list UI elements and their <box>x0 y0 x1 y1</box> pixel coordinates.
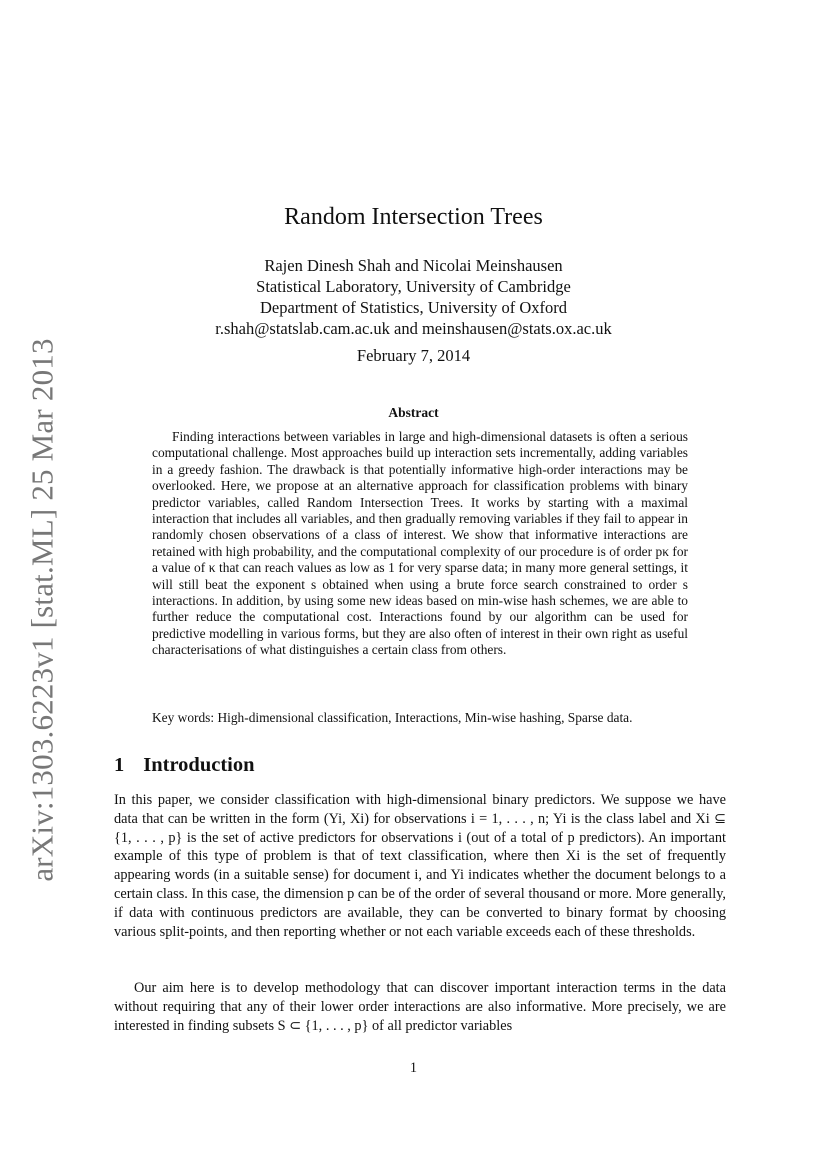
author-emails: r.shah@statslab.cam.ac.uk and meinshausen@stats.ox.ac.uk <box>215 319 612 338</box>
affiliation-cambridge: Statistical Laboratory, University of Cambridge <box>256 277 571 296</box>
arxiv-identifier: arXiv:1303.6223v1 [stat.ML] 25 Mar 2013 <box>25 338 60 882</box>
authors: Rajen Dinesh Shah and Nicolai Meinshausen <box>264 256 563 275</box>
paper-date: February 7, 2014 <box>356 346 471 365</box>
affiliation-oxford: Department of Statistics, University of Oxford <box>259 298 568 317</box>
abstract-text: Finding interactions between variables in large and high-dimensional datasets is often a serious computational challenge. Most approaches build up interaction sets incrementally, adding variables in a greedy fashion. The drawback is that potentially informative high-order interactions may be overlooked. Here, we propose at an alternative approach for classification problems with binary predictor variables, called Random Intersection Trees. It works by starting with a maximal interaction that includes all variables, and then gradually removing variables if they fail to appear in randomly chosen observations of a class of interest. We show that informative interactions are retained with high probability, and the computational complexity of our procedure is of order pκ for a value of κ that can reach values as low as 1 for very sparse data; in many more general settings, it will still beat the exponent s obtained when using a brute force search constrained to order s interactions. In addition, by using some new ideas based on min-wise hash schemes, we are able to further reduce the computational cost. Interactions found by our algorithm can be used for predictive modelling in various forms, but they are also often of interest in their own right as useful characterisations of what distinguishes a certain class from others. <box>152 429 688 658</box>
page-number: 1 <box>409 1060 418 1076</box>
intro-paragraph-2: Our aim here is to develop methodology that can discover important interaction terms in the data without requiring that any of their lower order interactions are also informative. More precisely, we are interested in finding subsets S ⊂ {1, . . . , p} of all predictor variables <box>114 980 726 1034</box>
section-heading <box>114 754 255 777</box>
section-title: Introduction <box>143 754 255 776</box>
section-number: 1 <box>114 754 125 776</box>
arxiv-sidebar-stamp <box>21 338 65 882</box>
paper-title: Random Intersection Trees <box>284 204 543 230</box>
abstract-heading: Abstract <box>388 405 439 420</box>
keywords: Key words: High-dimensional classification, Interactions, Min-wise hashing, Sparse data. <box>152 710 633 725</box>
intro-paragraph-1: In this paper, we consider classification with high-dimensional binary predictors. We suppose we have data that can be written in the form (Yi, Xi) for observations i = 1, . . . , n; Yi is the class label and Xi ⊆ {1, . . . , p} is the set of active predictors for observations i (out of a total of p predictors). An important example of this type of problem is that of text classification, where then Xi is the set of frequently appearing words (in a suitable sense) for document i, and Yi indicates whether the document belongs to a certain class. In this case, the dimension p can be of the order of several thousand or more. More generally, if data with continuous predictors are available, they can be converted to binary format by choosing various split-points, and then reporting whether or not each variable exceeds each of these thresholds. <box>114 792 726 940</box>
